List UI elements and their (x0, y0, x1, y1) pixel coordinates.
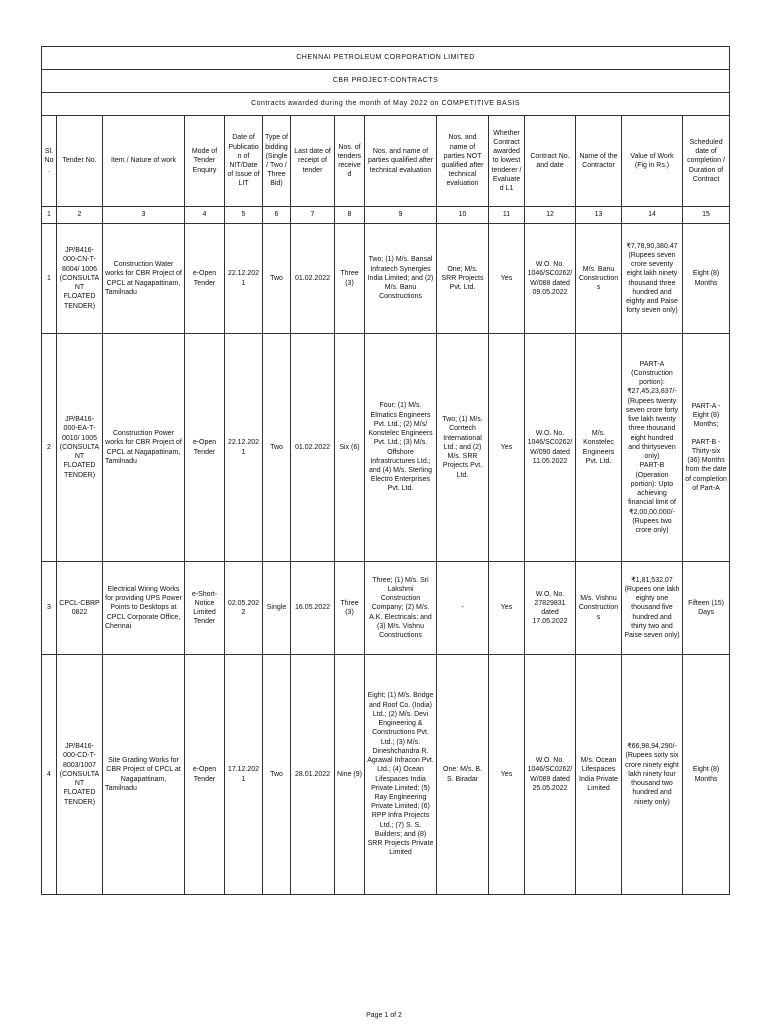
value-part-b: PART-B (Operation portion): Upto achieving financial limit of ₹2,00,00,000/- (Rupees two crore only) (628, 462, 676, 534)
work-item: Site Grading Works for CBR Project of CPCL at Nagapattinam, Tamilnadu (103, 655, 185, 895)
bidding-type: Two (263, 655, 291, 895)
tender-mode: e-Open Tender (185, 334, 225, 562)
completion-schedule: Eight (8) Months (683, 224, 730, 334)
document-title: CHENNAI PETROLEUM CORPORATION LIMITED (42, 47, 730, 70)
column-number: 4 (185, 207, 225, 224)
work-item: Construction Water works for CBR Project of CPCL at Nagapattinam, Tamilnadu (103, 224, 185, 334)
header-cell: Tender No. (57, 116, 103, 207)
sl-no: 3 (42, 562, 57, 655)
header-cell: Nos. and name of parties qualified after technical evaluation (365, 116, 437, 207)
bidding-type: Single (263, 562, 291, 655)
header-cell: Nos. and name of parties NOT qualified after technical evaluation (437, 116, 489, 207)
header-cell: Date of Publication of NIT/Date of Issue of LIT (225, 116, 263, 207)
column-number: 2 (57, 207, 103, 224)
not-qualified-parties: Two; (1) M/s. Corrtech International Ltd.; and (2) M/s. SRR Projects Pvt. Ltd. (437, 334, 489, 562)
document-caption: Contracts awarded during the month of May 2022 on COMPETITIVE BASIS (42, 93, 730, 116)
header-cell: Type of bidding (Single / Two / Three Bid) (263, 116, 291, 207)
header-cell: Mode of Tender Enquiry (185, 116, 225, 207)
table-row (42, 655, 730, 895)
lowest-tenderer: Yes (489, 655, 525, 895)
completion-schedule: Eight (8) Months (683, 655, 730, 895)
column-number-row (42, 207, 730, 224)
contract-no: W.O. No. 1046/SC0262/ W/089 dated 25.05.2022 (525, 655, 576, 895)
work-value: ₹66,98,94,290/- (Rupees sixty six crore ninety eight lakh ninety four thousand two hundred and ninety only) (622, 655, 683, 895)
not-qualified-parties: One: M/s. B. S. Biradar (437, 655, 489, 895)
lowest-tenderer: Yes (489, 334, 525, 562)
header-cell: Scheduled date of completion / Duration of Contract (683, 116, 730, 207)
contractor-name: M/s. Konstelec Engineers Pvt. Ltd. (576, 334, 622, 562)
completion-part-a: PART-A - Eight (8) Months; (691, 402, 721, 429)
bidding-type: Two (263, 224, 291, 334)
lowest-tenderer: Yes (489, 224, 525, 334)
last-date: 01.02.2022 (291, 334, 335, 562)
sl-no: 4 (42, 655, 57, 895)
header-cell: Name of the Contractor (576, 116, 622, 207)
header-cell: Whether Contract awarded to lowest tenderer / Evaluated L1 (489, 116, 525, 207)
work-value: ₹1,81,532.07 (Rupees one lakh eighty one thousand five hundred and thirty two and Paise seven only) (622, 562, 683, 655)
last-date: 01.02.2022 (291, 224, 335, 334)
column-number: 5 (225, 207, 263, 224)
header-cell: Sl. No. (42, 116, 57, 207)
work-item: Electrical Wiring Works for providing UPS Power Points to Desktops at CPCL Corporate Office, Chennai (103, 562, 185, 655)
header-row (42, 116, 730, 207)
column-number: 15 (683, 207, 730, 224)
column-number: 12 (525, 207, 576, 224)
column-number: 1 (42, 207, 57, 224)
contracts-table (41, 46, 730, 895)
sl-no: 2 (42, 334, 57, 562)
tenders-received: Three (3) (335, 224, 365, 334)
sl-no: 1 (42, 224, 57, 334)
tender-mode: e-Open Tender (185, 224, 225, 334)
contract-no: W.O. No. 1046/SC0262/ W/088 dated 09.05.2022 (525, 224, 576, 334)
tender-no: JP/B416-000-EA-T-0010/ 1005 (CONSULTANT FLOATED TENDER) (57, 334, 103, 562)
header-cell: Nos. of tenders received (335, 116, 365, 207)
column-number: 14 (622, 207, 683, 224)
tenders-received: Three (3) (335, 562, 365, 655)
contractor-name: M/s. Vishnu Constructions (576, 562, 622, 655)
bidding-type: Two (263, 334, 291, 562)
lowest-tenderer: Yes (489, 562, 525, 655)
contractor-name: M/s. Ocean Lifespaces India Private Limited (576, 655, 622, 895)
completion-part-b: PART-B - Thirty-six (36) Months from the date of completion of Part-A (685, 438, 727, 492)
page-number: Page 1 of 2 (366, 1012, 402, 1019)
nit-date: 22.12.2021 (225, 334, 263, 562)
document-subtitle: CBR PROJECT-CONTRACTS (42, 70, 730, 93)
work-value: ₹7,78,90,380.47 (Rupees seven crore seventy eight lakh ninety thousand three hundred and eighty and Paise forty seven only) (622, 224, 683, 334)
qualified-parties: Three; (1) M/s. Sri Lakshmi Construction Company; (2) M/s. A.K. Electricals; and (3) M/s. Vishnu Constructions (365, 562, 437, 655)
header-cell: Value of Work (Fig in Rs.) (622, 116, 683, 207)
not-qualified-parties: One; M/s. SRR Projects Pvt. Ltd. (437, 224, 489, 334)
completion-schedule: Fifteen (15) Days (683, 562, 730, 655)
work-value (622, 334, 683, 562)
tenders-received: Six (6) (335, 334, 365, 562)
column-number: 6 (263, 207, 291, 224)
column-number: 10 (437, 207, 489, 224)
qualified-parties: Four; (1) M/s. Elmatics Engineers Pvt. Ltd.; (2) M/s/ Konstelec Engineers Pvt. Ltd.; (3) M/s. Offshore Infrastructures Ltd.; and (4) M/s. Sterling Electro Enterprises Pvt. Ltd. (365, 334, 437, 562)
qualified-parties: Two; (1) M/s. Bansal Infratech Synergies India Limited; and (2) M/s. Banu Constructions (365, 224, 437, 334)
column-number: 13 (576, 207, 622, 224)
nit-date: 17.12.2021 (225, 655, 263, 895)
table-row (42, 562, 730, 655)
value-part-a: PART-A (Construction portion): ₹27,45,23,837/- (Rupees twenty seven crore forty five lakh twenty three thousand eight hundred and thirtyseven only) (625, 360, 679, 461)
tender-no: CPCL-CBRP 0822 (57, 562, 103, 655)
column-number: 11 (489, 207, 525, 224)
header-cell: Item / Nature of work (103, 116, 185, 207)
nit-date: 22.12.2021 (225, 224, 263, 334)
header-cell: Contract No. and date (525, 116, 576, 207)
not-qualified-parties: - (437, 562, 489, 655)
work-item: Construction Power works for CBR Project of CPCL at Nagapattinam, Tamilnadu (103, 334, 185, 562)
contractor-name: M/s. Banu Constructions (576, 224, 622, 334)
contract-no: W.O. No. 1046/SC0262/ W/090 dated 11.05.2022 (525, 334, 576, 562)
last-date: 28.01.2022 (291, 655, 335, 895)
completion-schedule (683, 334, 730, 562)
tenders-received: Nine (9) (335, 655, 365, 895)
table-row (42, 224, 730, 334)
tender-no: JP/B416-000-CN-T-8004/ 1006 (CONSULTANT FLOATED TENDER) (57, 224, 103, 334)
table-row (42, 334, 730, 562)
contract-no: W.O. No. 27829831 dated 17.05.2022 (525, 562, 576, 655)
header-cell: Last date of receipt of tender (291, 116, 335, 207)
qualified-parties: Eight; (1) M/s. Bridge and Roof Co. (India) Ltd.; (2) M/s. Devi Engineering & Constructions Pvt. Ltd.; (3) M/s. Dineshchandra R. Agrawal Infracon Pvt. Ltd.; (4) Ocean Lifespaces India Private Limited; (5) Ray Engineering Private Limited; (6) RPP Infra Projects Ltd.; (7) S. S. Builders; and (8) SRR Projects Private Limited (365, 655, 437, 895)
tender-mode: e-Short-Notice Limited Tender (185, 562, 225, 655)
column-number: 8 (335, 207, 365, 224)
nit-date: 02.05.2022 (225, 562, 263, 655)
tender-no: JP/B416-000-CD-T-8003/1007 (CONSULTANT FLOATED TENDER) (57, 655, 103, 895)
last-date: 16.05.2022 (291, 562, 335, 655)
tender-mode: e-Open Tender (185, 655, 225, 895)
column-number: 7 (291, 207, 335, 224)
column-number: 9 (365, 207, 437, 224)
column-number: 3 (103, 207, 185, 224)
